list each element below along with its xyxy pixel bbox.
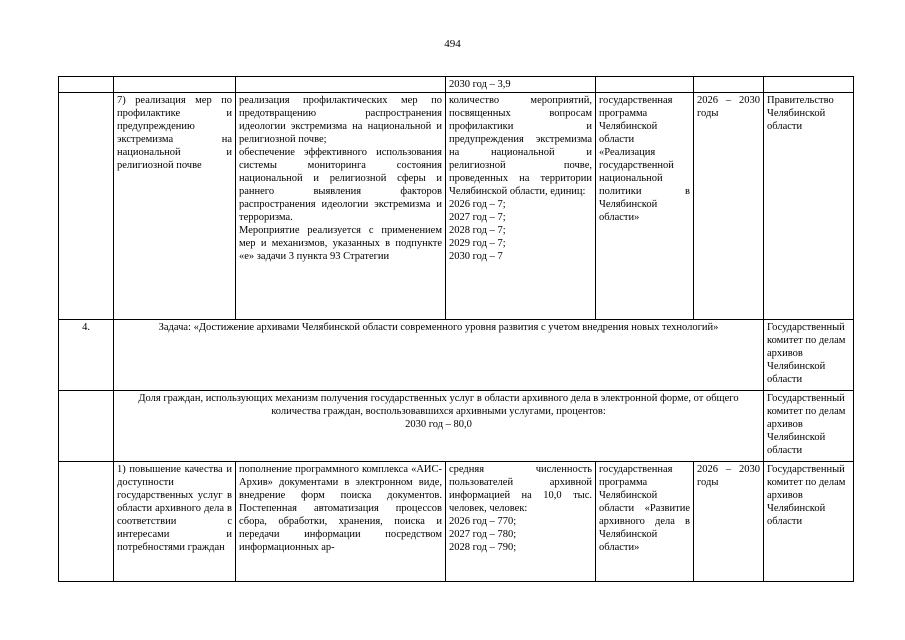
task-cell: 1) повышение качества и доступности государственных услуг в области архивного дела в соответствии с интересами и потребностями граждан [114,462,236,582]
indicator-year: 2030 год – 7 [449,251,503,262]
table-row [59,320,854,391]
number-cell [59,462,114,582]
indicator-year: 2028 год – 790; [449,542,517,553]
target-indicator-text: Доля граждан, использующих механизм получения государственных услуг в области архивного дела в электронной форме, от общего количества граждан, воспользовавшихся архивными услугами, процентов: [138,393,739,417]
table-cell [596,77,694,93]
measure-text: реализация профилактических мер по предотвращению распространения идеологии экстремизма на национальной и религиозной почве; [239,95,442,145]
table-cell [59,77,114,93]
measure-text: Мероприятие реализуется с применением мер и механизмов, указанных в подпункте «е» задачи 3 пункта 93 Стратегии [239,225,442,262]
responsible-cell: Государственный комитет по делам архивов Челябинской области [764,462,854,582]
indicator-year: 2026 год – 770; [449,516,517,527]
measures-cell: пополнение программного комплекса «АИС-Архив» документами в электронном виде, внедрение форм поиска документов. Постепенная автоматизация процессов сбора, обработки, хранения, поиска и передачи информации посредством информационных ар- [236,462,446,582]
indicator-text: количество мероприятий, посвященных вопросам профилактики и предупреждения экстремизма на национальной и религиозной почве, проведенных на территории Челябинской области, единиц: [449,95,592,197]
indicator-year: 2026 год – 7; [449,199,506,210]
page-number: 494 [444,38,461,50]
table-cell [236,77,446,93]
program-cell: государственная программа Челябинской области «Развитие архивного дела в Челябинской области» [596,462,694,582]
table-row [59,391,854,462]
measure-text: обеспечение эффективного использования системы мониторинга состояния национальной и религиозной сферы и раннего выявления факторов распространения идеологии экстремизма и терроризма. [239,147,442,223]
indicator-text: средняя численность пользователей архивной информацией на 10,0 тыс. человек, человек: [449,464,592,514]
table-row [59,462,854,582]
period-cell: 2026 – 2030 годы [694,462,764,582]
indicator-year: 2027 год – 7; [449,212,506,223]
measures-cell [236,93,446,320]
indicator-year: 2028 год – 7; [449,225,506,236]
period-cell: 2026 – 2030 годы [694,93,764,320]
responsible-cell: Государственный комитет по делам архивов Челябинской области [764,320,854,391]
strategy-table [58,76,854,582]
indicator-year: 2027 год – 780; [449,529,517,540]
indicator-year: 2029 год – 7; [449,238,506,249]
task-cell: 7) реализация мер по профилактике и предупреждению экстремизма на национальной и религиозной почве [114,93,236,320]
table-row [59,77,854,93]
responsible-cell: Правительство Челябинской области [764,93,854,320]
table-row [59,93,854,320]
task-title: Задача: «Достижение архивами Челябинской области современного уровня развития с учетом внедрения новых технологий» [114,320,764,391]
target-indicator-value: 2030 год – 80,0 [405,419,472,430]
table-cell [764,77,854,93]
number-cell [59,93,114,320]
indicator-cell [446,93,596,320]
target-indicator [114,391,764,462]
table-cell [114,77,236,93]
program-cell: государственная программа Челябинской области «Реализация государственной национальной политики в Челябинской области» [596,93,694,320]
number-cell: 4. [59,320,114,391]
indicator-cell [446,77,596,93]
table-cell [694,77,764,93]
indicator-value: 2030 год – 3,9 [449,79,511,90]
responsible-cell: Государственный комитет по делам архивов Челябинской области [764,391,854,462]
indicator-cell [446,462,596,582]
number-cell [59,391,114,462]
